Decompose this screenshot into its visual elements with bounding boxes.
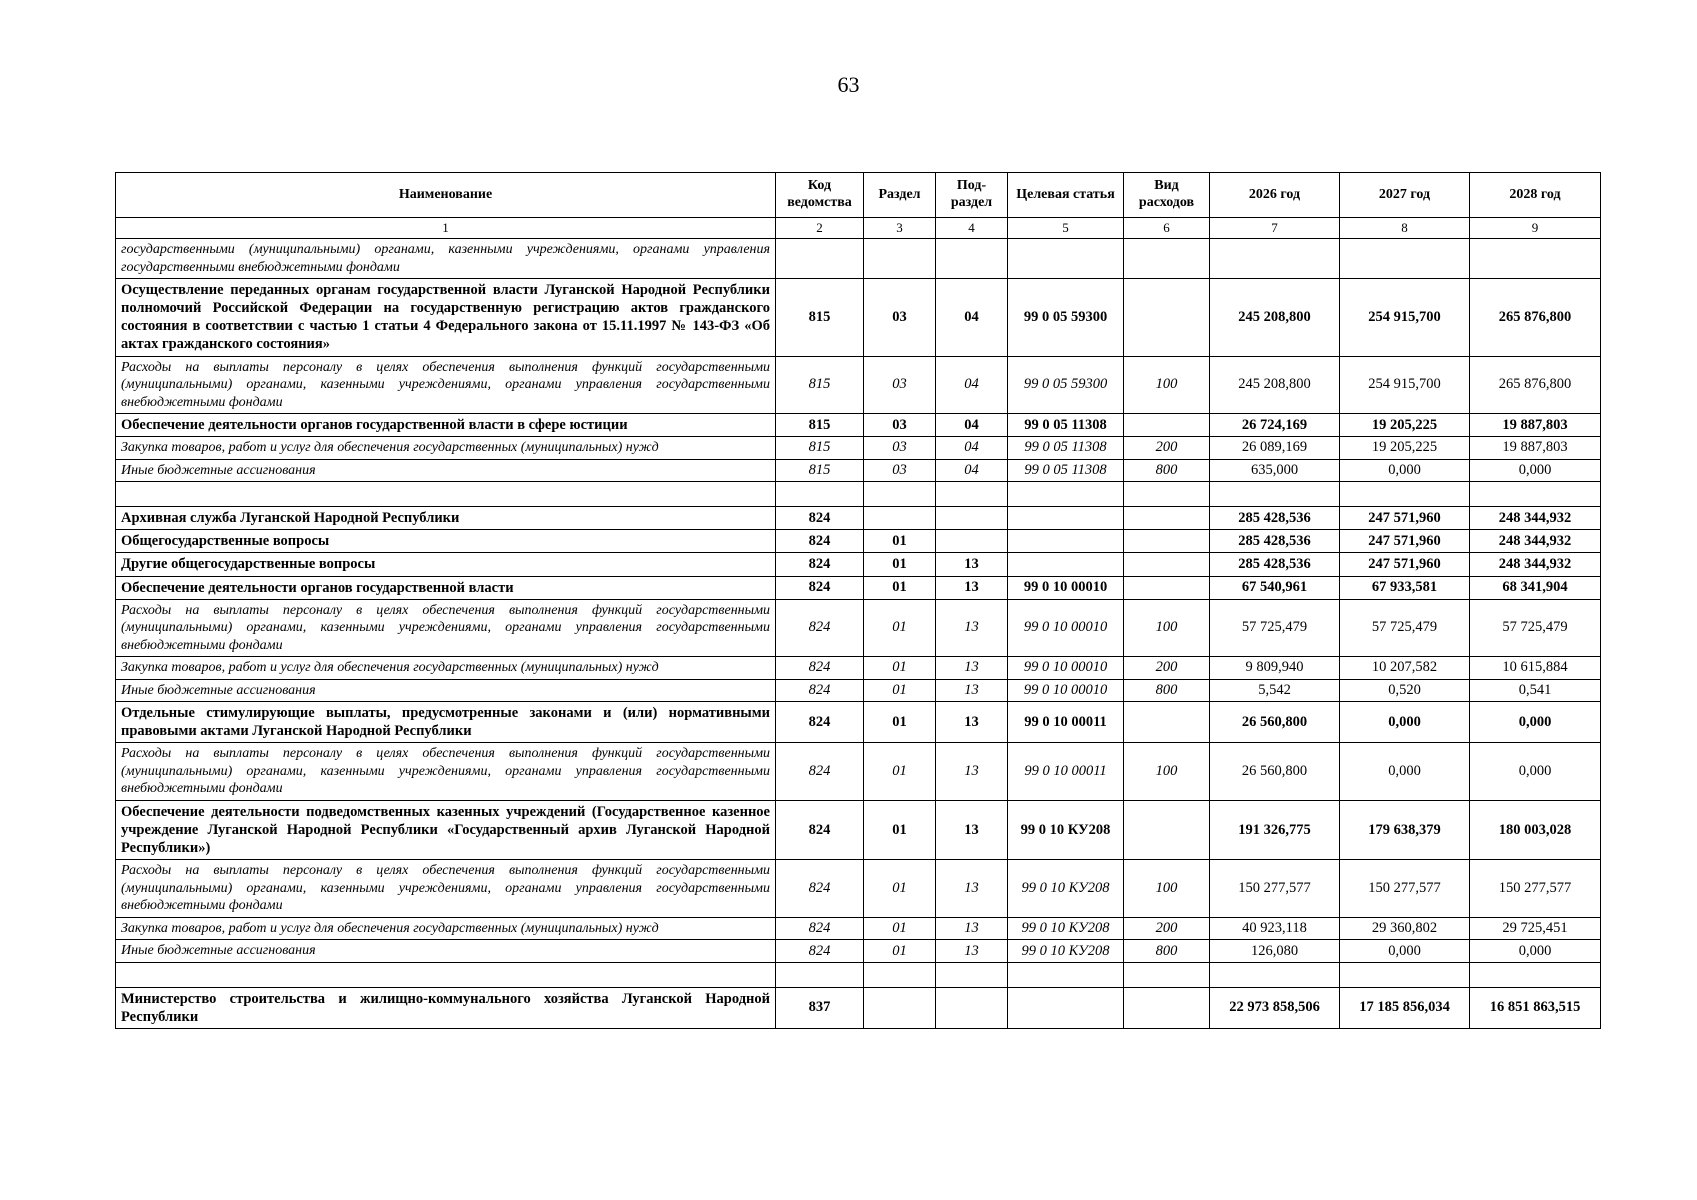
cell-amount-2027 — [1340, 239, 1470, 279]
cell-amount-2028: 265 876,800 — [1470, 356, 1601, 414]
cell-amount-2026: 635,000 — [1210, 459, 1340, 482]
table-row — [116, 917, 1601, 940]
cell-expense-type — [1124, 553, 1210, 576]
cell-target-article — [1008, 962, 1124, 987]
header-expense-type: Вид расходов — [1124, 173, 1210, 218]
cell-section — [864, 239, 936, 279]
cell-subsection: 13 — [936, 553, 1008, 576]
cell-subsection — [936, 482, 1008, 507]
page-number: 63 — [837, 72, 860, 97]
cell-dept-code: 824 — [776, 800, 864, 859]
table-row — [116, 860, 1601, 918]
cell-name: Расходы на выплаты персоналу в целях обеспечения выполнения функций государственными (муниципальными) органами, казенными учреждениями, органами управления государственными внебюджетными фондами — [116, 743, 776, 801]
header-2028: 2028 год — [1470, 173, 1601, 218]
cell-dept-code: 824 — [776, 576, 864, 599]
cell-amount-2027: 0,520 — [1340, 679, 1470, 702]
cell-section: 01 — [864, 553, 936, 576]
table-row — [116, 962, 1601, 987]
cell-amount-2028: 180 003,028 — [1470, 800, 1601, 859]
cell-dept-code: 837 — [776, 987, 864, 1028]
cell-name: Иные бюджетные ассигнования — [116, 459, 776, 482]
column-number: 8 — [1340, 218, 1470, 239]
cell-section: 03 — [864, 279, 936, 357]
cell-dept-code: 824 — [776, 743, 864, 801]
cell-expense-type: 100 — [1124, 743, 1210, 801]
cell-amount-2026: 285 428,536 — [1210, 507, 1340, 530]
header-row — [116, 173, 1601, 218]
table-row — [116, 800, 1601, 859]
cell-section: 01 — [864, 917, 936, 940]
cell-name: Закупка товаров, работ и услуг для обеспечения государственных (муниципальных) нужд — [116, 437, 776, 460]
cell-name: Министерство строительства и жилищно-коммунального хозяйства Луганской Народной Республики — [116, 987, 776, 1028]
cell-target-article: 99 0 05 11308 — [1008, 437, 1124, 460]
cell-expense-type — [1124, 987, 1210, 1028]
cell-target-article: 99 0 10 00011 — [1008, 702, 1124, 743]
cell-expense-type: 800 — [1124, 679, 1210, 702]
cell-subsection: 04 — [936, 459, 1008, 482]
cell-amount-2027: 57 725,479 — [1340, 599, 1470, 657]
table-row — [116, 459, 1601, 482]
cell-amount-2027: 0,000 — [1340, 459, 1470, 482]
cell-amount-2026 — [1210, 239, 1340, 279]
header-2026: 2026 год — [1210, 173, 1340, 218]
header-name: Наименование — [116, 173, 776, 218]
cell-dept-code: 824 — [776, 679, 864, 702]
cell-subsection: 13 — [936, 576, 1008, 599]
cell-section: 03 — [864, 459, 936, 482]
column-number: 3 — [864, 218, 936, 239]
table-body — [116, 239, 1601, 1029]
cell-amount-2028: 16 851 863,515 — [1470, 987, 1601, 1028]
cell-amount-2028: 265 876,800 — [1470, 279, 1601, 357]
cell-dept-code — [776, 482, 864, 507]
cell-name: Закупка товаров, работ и услуг для обеспечения государственных (муниципальных) нужд — [116, 657, 776, 680]
cell-amount-2027: 19 205,225 — [1340, 414, 1470, 437]
cell-name — [116, 962, 776, 987]
cell-target-article — [1008, 553, 1124, 576]
cell-expense-type — [1124, 279, 1210, 357]
table-row — [116, 940, 1601, 963]
cell-subsection — [936, 507, 1008, 530]
cell-section — [864, 507, 936, 530]
header-subsection: Под-раздел — [936, 173, 1008, 218]
cell-amount-2027: 247 571,960 — [1340, 530, 1470, 553]
cell-section: 01 — [864, 530, 936, 553]
cell-expense-type: 100 — [1124, 860, 1210, 918]
cell-subsection: 13 — [936, 702, 1008, 743]
cell-target-article: 99 0 10 00010 — [1008, 599, 1124, 657]
cell-amount-2026: 245 208,800 — [1210, 356, 1340, 414]
cell-expense-type — [1124, 239, 1210, 279]
cell-amount-2028: 19 887,803 — [1470, 437, 1601, 460]
cell-dept-code: 824 — [776, 599, 864, 657]
cell-expense-type: 800 — [1124, 459, 1210, 482]
cell-section — [864, 482, 936, 507]
cell-target-article — [1008, 987, 1124, 1028]
cell-dept-code: 824 — [776, 530, 864, 553]
cell-expense-type: 200 — [1124, 917, 1210, 940]
cell-target-article — [1008, 482, 1124, 507]
cell-dept-code: 824 — [776, 553, 864, 576]
cell-amount-2026: 26 560,800 — [1210, 702, 1340, 743]
cell-amount-2028: 0,000 — [1470, 702, 1601, 743]
cell-amount-2028 — [1470, 962, 1601, 987]
cell-subsection: 13 — [936, 860, 1008, 918]
cell-dept-code: 815 — [776, 279, 864, 357]
cell-expense-type: 200 — [1124, 437, 1210, 460]
cell-dept-code: 824 — [776, 917, 864, 940]
cell-expense-type — [1124, 482, 1210, 507]
cell-amount-2026: 245 208,800 — [1210, 279, 1340, 357]
cell-subsection: 04 — [936, 414, 1008, 437]
cell-expense-type: 100 — [1124, 356, 1210, 414]
cell-amount-2026: 9 809,940 — [1210, 657, 1340, 680]
cell-expense-type — [1124, 576, 1210, 599]
cell-amount-2027 — [1340, 962, 1470, 987]
cell-section: 01 — [864, 800, 936, 859]
cell-section: 03 — [864, 414, 936, 437]
cell-amount-2028: 248 344,932 — [1470, 553, 1601, 576]
cell-amount-2026: 26 089,169 — [1210, 437, 1340, 460]
cell-amount-2026: 40 923,118 — [1210, 917, 1340, 940]
table-row — [116, 239, 1601, 279]
cell-subsection: 04 — [936, 279, 1008, 357]
cell-amount-2027: 67 933,581 — [1340, 576, 1470, 599]
cell-subsection: 13 — [936, 599, 1008, 657]
cell-amount-2026: 5,542 — [1210, 679, 1340, 702]
cell-amount-2027: 17 185 856,034 — [1340, 987, 1470, 1028]
cell-section — [864, 962, 936, 987]
cell-target-article: 99 0 10 00010 — [1008, 576, 1124, 599]
cell-target-article: 99 0 10 КУ208 — [1008, 940, 1124, 963]
cell-amount-2026: 26 560,800 — [1210, 743, 1340, 801]
cell-name — [116, 482, 776, 507]
cell-dept-code: 824 — [776, 940, 864, 963]
cell-name: Расходы на выплаты персоналу в целях обеспечения выполнения функций государственными (муниципальными) органами, казенными учреждениями, органами управления государственными внебюджетными фондами — [116, 599, 776, 657]
cell-section: 01 — [864, 860, 936, 918]
column-number: 6 — [1124, 218, 1210, 239]
cell-amount-2028: 248 344,932 — [1470, 507, 1601, 530]
cell-subsection: 13 — [936, 917, 1008, 940]
cell-amount-2028: 10 615,884 — [1470, 657, 1601, 680]
cell-subsection — [936, 239, 1008, 279]
cell-amount-2028: 29 725,451 — [1470, 917, 1601, 940]
cell-amount-2027: 19 205,225 — [1340, 437, 1470, 460]
column-number: 4 — [936, 218, 1008, 239]
cell-amount-2027: 150 277,577 — [1340, 860, 1470, 918]
cell-expense-type: 100 — [1124, 599, 1210, 657]
cell-amount-2027: 0,000 — [1340, 702, 1470, 743]
cell-dept-code — [776, 962, 864, 987]
cell-subsection: 13 — [936, 800, 1008, 859]
cell-dept-code: 824 — [776, 507, 864, 530]
cell-name: Обеспечение деятельности органов государственной власти — [116, 576, 776, 599]
table-row — [116, 743, 1601, 801]
cell-name: Осуществление переданных органам государственной власти Луганской Народной Республики полномочий Российской Федерации на государственную регистрацию актов гражданского состояния в соответствии с частью 1 статьи 4 Федерального закона от 15.11.1997 № 143-ФЗ «Об актах гражданского состояния» — [116, 279, 776, 357]
cell-section: 01 — [864, 940, 936, 963]
cell-amount-2026: 26 724,169 — [1210, 414, 1340, 437]
cell-name: Обеспечение деятельности органов государственной власти в сфере юстиции — [116, 414, 776, 437]
cell-target-article: 99 0 10 00010 — [1008, 679, 1124, 702]
cell-amount-2027: 10 207,582 — [1340, 657, 1470, 680]
column-numbers-row — [116, 218, 1601, 239]
cell-amount-2027: 0,000 — [1340, 940, 1470, 963]
table-row — [116, 482, 1601, 507]
cell-expense-type — [1124, 507, 1210, 530]
cell-amount-2028: 150 277,577 — [1470, 860, 1601, 918]
cell-subsection: 04 — [936, 356, 1008, 414]
cell-section: 01 — [864, 599, 936, 657]
cell-target-article: 99 0 10 00010 — [1008, 657, 1124, 680]
table-row — [116, 576, 1601, 599]
cell-target-article — [1008, 507, 1124, 530]
cell-target-article: 99 0 05 59300 — [1008, 356, 1124, 414]
header-dept-code: Код ведомства — [776, 173, 864, 218]
cell-amount-2026: 150 277,577 — [1210, 860, 1340, 918]
cell-target-article: 99 0 10 00011 — [1008, 743, 1124, 801]
cell-amount-2028: 0,000 — [1470, 459, 1601, 482]
cell-amount-2027: 0,000 — [1340, 743, 1470, 801]
table-row — [116, 657, 1601, 680]
cell-amount-2027: 247 571,960 — [1340, 553, 1470, 576]
cell-amount-2028: 0,541 — [1470, 679, 1601, 702]
column-number: 5 — [1008, 218, 1124, 239]
cell-dept-code: 824 — [776, 860, 864, 918]
cell-amount-2028: 19 887,803 — [1470, 414, 1601, 437]
cell-subsection: 13 — [936, 679, 1008, 702]
cell-target-article — [1008, 530, 1124, 553]
cell-expense-type — [1124, 414, 1210, 437]
cell-target-article — [1008, 239, 1124, 279]
cell-dept-code: 815 — [776, 414, 864, 437]
cell-amount-2026 — [1210, 482, 1340, 507]
header-2027: 2027 год — [1340, 173, 1470, 218]
cell-target-article: 99 0 05 11308 — [1008, 414, 1124, 437]
cell-amount-2026: 67 540,961 — [1210, 576, 1340, 599]
cell-amount-2027 — [1340, 482, 1470, 507]
table-row — [116, 507, 1601, 530]
cell-expense-type: 800 — [1124, 940, 1210, 963]
cell-section: 01 — [864, 679, 936, 702]
cell-amount-2026: 126,080 — [1210, 940, 1340, 963]
cell-amount-2027: 29 360,802 — [1340, 917, 1470, 940]
cell-section: 01 — [864, 576, 936, 599]
cell-dept-code: 824 — [776, 657, 864, 680]
table-row — [116, 356, 1601, 414]
cell-subsection — [936, 987, 1008, 1028]
cell-subsection — [936, 530, 1008, 553]
budget-table — [115, 172, 1601, 1029]
column-number: 2 — [776, 218, 864, 239]
cell-name: государственными (муниципальными) органами, казенными учреждениями, органами управления государственными внебюджетными фондами — [116, 239, 776, 279]
cell-dept-code — [776, 239, 864, 279]
column-number: 7 — [1210, 218, 1340, 239]
cell-expense-type: 200 — [1124, 657, 1210, 680]
cell-subsection — [936, 962, 1008, 987]
cell-amount-2028: 0,000 — [1470, 743, 1601, 801]
cell-amount-2028: 248 344,932 — [1470, 530, 1601, 553]
cell-amount-2026: 22 973 858,506 — [1210, 987, 1340, 1028]
cell-name: Другие общегосударственные вопросы — [116, 553, 776, 576]
cell-dept-code: 815 — [776, 437, 864, 460]
cell-name: Иные бюджетные ассигнования — [116, 940, 776, 963]
table-row — [116, 702, 1601, 743]
cell-name: Закупка товаров, работ и услуг для обеспечения государственных (муниципальных) нужд — [116, 917, 776, 940]
column-number: 9 — [1470, 218, 1601, 239]
table-row — [116, 414, 1601, 437]
cell-amount-2028 — [1470, 239, 1601, 279]
cell-dept-code: 815 — [776, 356, 864, 414]
table-row — [116, 437, 1601, 460]
cell-section: 03 — [864, 356, 936, 414]
cell-name: Отдельные стимулирующие выплаты, предусмотренные законами и (или) нормативными правовыми актами Луганской Народной Республики — [116, 702, 776, 743]
cell-name: Иные бюджетные ассигнования — [116, 679, 776, 702]
cell-expense-type — [1124, 962, 1210, 987]
cell-dept-code: 815 — [776, 459, 864, 482]
cell-amount-2027: 254 915,700 — [1340, 279, 1470, 357]
table-row — [116, 679, 1601, 702]
cell-expense-type — [1124, 800, 1210, 859]
cell-amount-2028: 0,000 — [1470, 940, 1601, 963]
cell-amount-2027: 179 638,379 — [1340, 800, 1470, 859]
cell-expense-type — [1124, 530, 1210, 553]
cell-target-article: 99 0 10 КУ208 — [1008, 800, 1124, 859]
column-number: 1 — [116, 218, 776, 239]
cell-section: 01 — [864, 702, 936, 743]
cell-amount-2026: 57 725,479 — [1210, 599, 1340, 657]
table-row — [116, 279, 1601, 357]
cell-subsection: 13 — [936, 657, 1008, 680]
cell-section: 01 — [864, 657, 936, 680]
cell-name: Расходы на выплаты персоналу в целях обеспечения выполнения функций государственными (муниципальными) органами, казенными учреждениями, органами управления государственными внебюджетными фондами — [116, 356, 776, 414]
cell-section — [864, 987, 936, 1028]
header-section: Раздел — [864, 173, 936, 218]
cell-amount-2028: 68 341,904 — [1470, 576, 1601, 599]
cell-target-article: 99 0 05 59300 — [1008, 279, 1124, 357]
table-row — [116, 553, 1601, 576]
table-row — [116, 987, 1601, 1028]
cell-name: Архивная служба Луганской Народной Республики — [116, 507, 776, 530]
cell-target-article: 99 0 10 КУ208 — [1008, 860, 1124, 918]
cell-subsection: 13 — [936, 940, 1008, 963]
cell-amount-2026 — [1210, 962, 1340, 987]
cell-target-article: 99 0 05 11308 — [1008, 459, 1124, 482]
cell-section: 03 — [864, 437, 936, 460]
cell-name: Расходы на выплаты персоналу в целях обеспечения выполнения функций государственными (муниципальными) органами, казенными учреждениями, органами управления государственными внебюджетными фондами — [116, 860, 776, 918]
cell-name: Общегосударственные вопросы — [116, 530, 776, 553]
cell-target-article: 99 0 10 КУ208 — [1008, 917, 1124, 940]
cell-name: Обеспечение деятельности подведомственных казенных учреждений (Государственное казенное учреждение Луганской Народной Республики «Государственный архив Луганской Народной Республики») — [116, 800, 776, 859]
table-row — [116, 530, 1601, 553]
cell-subsection: 13 — [936, 743, 1008, 801]
cell-amount-2026: 285 428,536 — [1210, 553, 1340, 576]
cell-subsection: 04 — [936, 437, 1008, 460]
table-row — [116, 599, 1601, 657]
cell-amount-2026: 285 428,536 — [1210, 530, 1340, 553]
cell-amount-2028 — [1470, 482, 1601, 507]
cell-dept-code: 824 — [776, 702, 864, 743]
cell-section: 01 — [864, 743, 936, 801]
cell-amount-2026: 191 326,775 — [1210, 800, 1340, 859]
cell-amount-2028: 57 725,479 — [1470, 599, 1601, 657]
cell-amount-2027: 247 571,960 — [1340, 507, 1470, 530]
header-target-article: Целевая статья — [1008, 173, 1124, 218]
cell-amount-2027: 254 915,700 — [1340, 356, 1470, 414]
cell-expense-type — [1124, 702, 1210, 743]
